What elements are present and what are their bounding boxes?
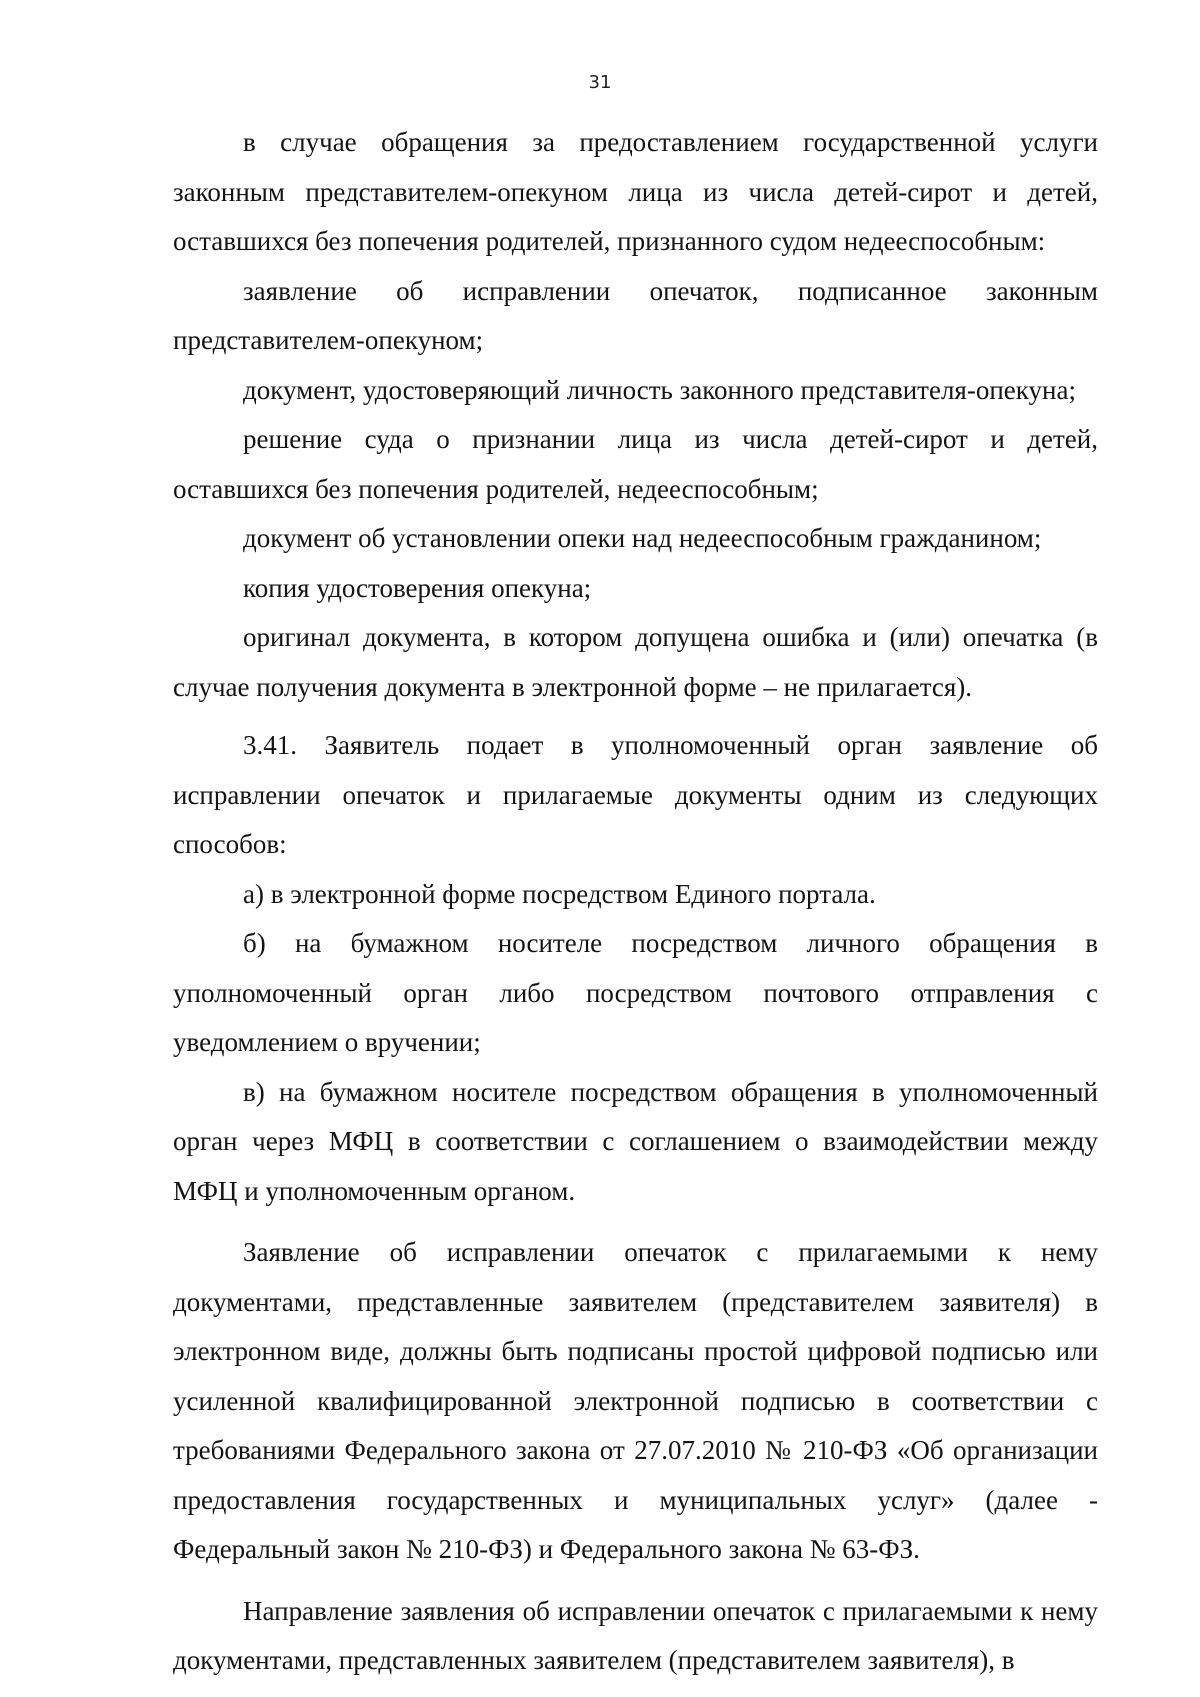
paragraph-guardian-certificate-copy: копия удостоверения опекуна; (243, 572, 592, 603)
list-item-v: в) на бумажном носителе посредством обращения в уполномоченный орган через МФЦ в соответствии с соглашением о взаимодействии между МФЦ и уполномоченным органом. (173, 1076, 1098, 1206)
paragraph-application-signed: заявление об исправлении опечаток, подписанное законным представителем-опекуном; (173, 275, 1098, 355)
list-item-a: а) в электронной форме посредством Единого портала. (243, 878, 876, 909)
page-number: 31 (588, 72, 612, 93)
paragraph-legal-guardian-case: в случае обращения за предоставлением государственной услуги законным представителем-опекуном лица из числа детей-сирот и детей, оставшихся без попечения родителей, признанного судом недееспособным: (173, 127, 1098, 256)
paragraph-submission-direction: Направление заявления об исправлении опечаток с прилагаемыми к нему документами, представленных заявителем (представителем заявителя), в (173, 1595, 1098, 1675)
list-item-b: б) на бумажном носителе посредством личного обращения в уполномоченный орган либо посредством почтового отправления с уведомлением о вручении; (173, 928, 1098, 1057)
paragraph-guardianship-document: документ об установлении опеки над недееспособным гражданином; (243, 523, 1042, 553)
document-body (173, 118, 1098, 1686)
paragraph-court-decision: решение суда о признании лица из числа детей-сирот и детей, оставшихся без попечения родителей, недееспособным; (173, 424, 1098, 504)
paragraph-section-3-41: 3.41. Заявитель подает в уполномоченный орган заявление об исправлении опечаток и прилагаемые документы одним из следующих способов: (173, 730, 1098, 859)
paragraph-electronic-signature: Заявление об исправлении опечаток с прилагаемыми к нему документами, представленные заявителем (представителем заявителя) в электронном виде, должны быть подписаны простой цифровой подписью или усиленной квалифицированной электронной подписью в соответствии с требованиями Федерального закона от 27.07.2010 № 210-ФЗ «Об организации предоставления государственных и муниципальных услуг» (далее - Федеральный закон № 210-ФЗ) и Федерального закона № 63-ФЗ. (173, 1237, 1098, 1564)
paragraph-identity-document: документ, удостоверяющий личность законного представителя-опекуна; (243, 374, 1076, 405)
paragraph-original-document: оригинал документа, в котором допущена ошибка и (или) опечатка (в случае получения документа в электронной форме – не прилагается). (173, 622, 1098, 702)
